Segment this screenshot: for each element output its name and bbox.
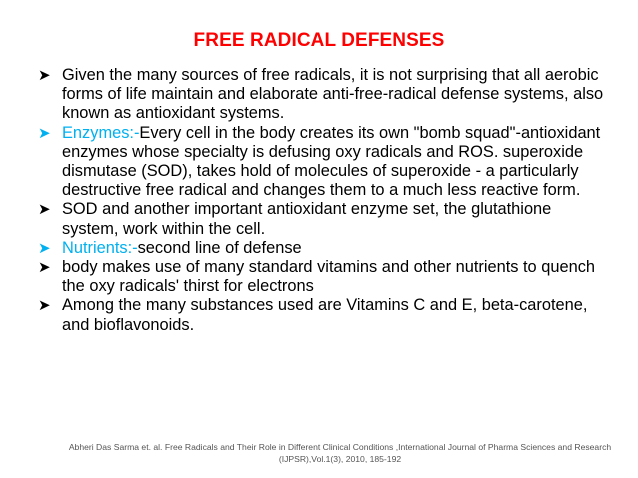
bullet-text: SOD and another important antioxidant enzyme set, the glutathione system, work within the cell. (62, 200, 552, 238)
bullet-item (38, 200, 610, 238)
bullet-lead: Nutrients:- (62, 238, 138, 257)
arrow-bullet-icon: ➤ (38, 239, 51, 257)
bullet-text: Given the many sources of free radicals, it is not surprising that all aerobic forms of life maintain and elaborate anti-free-radical defense systems, also known as antioxidant systems. (62, 66, 604, 123)
arrow-bullet-icon: ➤ (38, 124, 51, 142)
citation-footnote: Abheri Das Sarma et. al. Free Radicals and Their Role in Different Clinical Conditions ,International Journal of Pharma Sciences and Research (IJPSR),Vol.1(3), 2010, 185-192 (68, 442, 612, 464)
bullet-text: second line of defense (137, 238, 302, 257)
arrow-bullet-icon: ➤ (38, 67, 51, 84)
slide-title: FREE RADICAL DEFENSES (193, 30, 445, 51)
arrow-bullet-icon: ➤ (38, 201, 51, 219)
bullet-text: Among the many substances used are Vitamins C and E, beta-carotene, and bioflavonoids. (62, 296, 588, 334)
arrow-bullet-icon: ➤ (38, 259, 51, 277)
bullet-item (38, 296, 610, 334)
bullet-item (38, 124, 610, 201)
bullet-item (38, 66, 610, 124)
bullet-lead: Enzymes:- (62, 123, 140, 142)
bullet-text: body makes use of many standard vitamins and other nutrients to quench the oxy radicals' thirst for electrons (62, 258, 595, 296)
bullet-list (38, 66, 610, 335)
bullet-text: Every cell in the body creates its own "bomb squad"-antioxidant enzymes whose specialty is defusing oxy radicals and ROS. superoxide dismutase (SOD), takes hold of molecules of superoxide - a particularly destructive free radical and changes them to a much less reactive form. (62, 123, 601, 200)
bullet-item (38, 258, 610, 296)
bullet-item (38, 239, 610, 258)
arrow-bullet-icon: ➤ (38, 297, 51, 315)
